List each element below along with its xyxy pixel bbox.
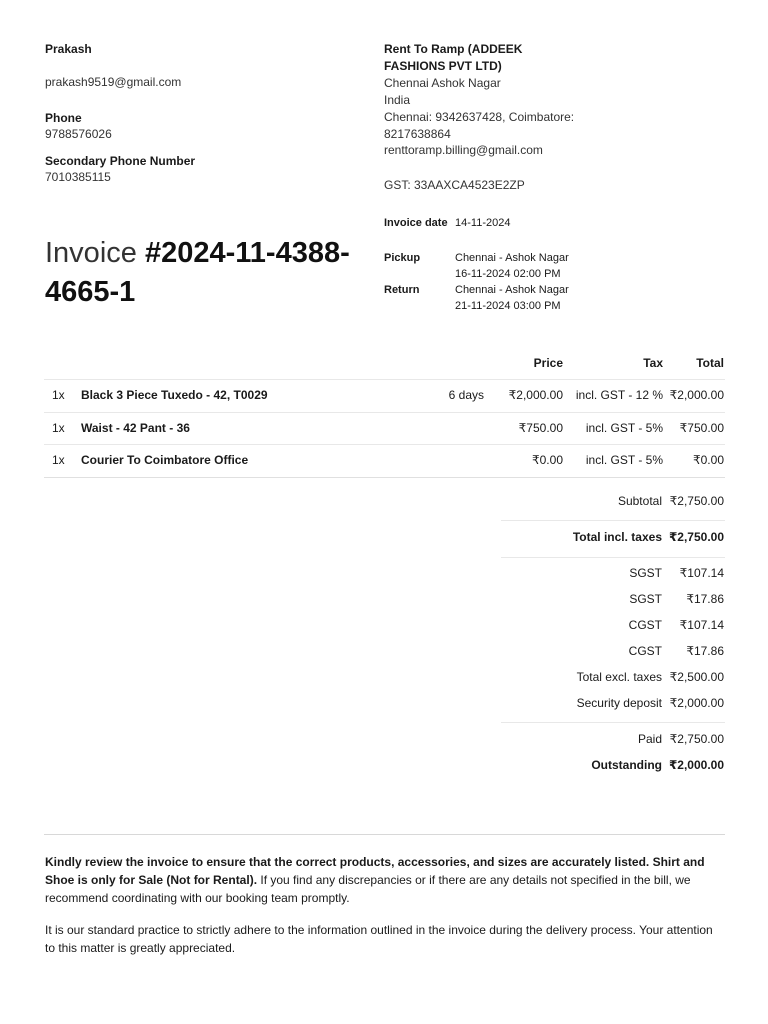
invoice-number-part2: 4665-1: [45, 276, 136, 308]
cgst-value: ₹107.14: [679, 618, 724, 632]
cgst-label: CGST: [628, 618, 662, 632]
table-row: [44, 444, 725, 477]
sgst-label: SGST: [629, 592, 662, 606]
subtotal-row: [424, 494, 724, 512]
sgst-row: [424, 592, 724, 610]
total-incl-value: ₹2,750.00: [668, 530, 724, 544]
paid-label: Paid: [637, 732, 662, 746]
security-deposit-row: [424, 696, 724, 714]
total-header: Total: [696, 356, 724, 370]
phone-label: Phone: [45, 111, 82, 125]
table-bottom-divider: [44, 477, 725, 478]
item-name: Black 3 Piece Tuxedo - 42, T0029: [81, 388, 268, 402]
total-incl-row: [424, 530, 724, 548]
sgst-value: ₹17.86: [686, 592, 724, 606]
invoice-number-part1: #2024-11-4388-: [144, 237, 350, 269]
pickup-time: 16-11-2024 02:00 PM: [455, 268, 561, 280]
customer-email: prakash9519@gmail.com: [45, 75, 182, 89]
item-name: Courier To Coimbatore Office: [81, 453, 249, 467]
sgst-value: ₹107.14: [679, 566, 724, 580]
customer-name: Prakash: [45, 42, 92, 56]
tax-header: Tax: [643, 356, 663, 370]
total-excl-value: ₹2,500.00: [669, 670, 724, 684]
subtotal-label: Subtotal: [617, 494, 662, 508]
item-price: ₹0.00: [532, 453, 563, 467]
item-qty: 1x: [52, 421, 65, 435]
secondary-phone-value: 7010385115: [45, 170, 111, 184]
item-total: ₹750.00: [679, 421, 724, 435]
company-gst: GST: 33AAXCA4523E2ZP: [384, 178, 525, 192]
security-deposit-label: Security deposit: [576, 696, 662, 710]
price-header: Price: [533, 356, 563, 370]
invoice-title: [45, 234, 375, 312]
invoice-date-value: 14-11-2024: [455, 217, 511, 229]
delivery-note: It is our standard practice to strictly adhere to the information outlined in the invoice during the delivery process. Your attention to this matter is greatly appreciated.: [45, 923, 713, 955]
pickup-row: [384, 250, 569, 282]
pickup-location: Chennai - Ashok Nagar: [455, 252, 569, 264]
invoice-date-label: Invoice date: [384, 217, 448, 229]
item-price: ₹2,000.00: [508, 388, 563, 402]
company-name-line2: FASHIONS PVT LTD): [384, 59, 502, 73]
return-time: 21-11-2024 03:00 PM: [455, 300, 561, 312]
table-row: [44, 412, 725, 445]
company-country: India: [384, 93, 411, 107]
security-deposit-value: ₹2,000.00: [669, 696, 724, 710]
pickup-label: Pickup: [384, 252, 421, 264]
invoice-date-row: [384, 215, 510, 231]
totals-divider: [501, 557, 725, 558]
review-note-bold: Kindly review the invoice to ensure that the correct products, accessories, and sizes are accurately listed. Shirt and Shoe is only for Sale (Not for Rental).: [45, 855, 705, 887]
cgst-row: [424, 644, 724, 662]
table-row: [44, 379, 725, 412]
totals-divider: [501, 520, 725, 521]
sgst-row: [424, 566, 724, 584]
paid-row: [424, 732, 724, 750]
company-address: Chennai Ashok Nagar: [384, 76, 501, 90]
item-days: 6 days: [448, 388, 484, 402]
item-total: ₹0.00: [693, 453, 724, 467]
cgst-value: ₹17.86: [686, 644, 724, 658]
cgst-label: CGST: [628, 644, 662, 658]
totals-divider: [501, 722, 725, 723]
company-contact-line2: 8217638864: [384, 127, 451, 141]
return-row: [384, 282, 569, 314]
subtotal-value: ₹2,750.00: [669, 494, 724, 508]
paid-value: ₹2,750.00: [669, 732, 724, 746]
sgst-label: SGST: [629, 566, 662, 580]
secondary-phone-label: Secondary Phone Number: [45, 154, 196, 168]
company-email: renttoramp.billing@gmail.com: [384, 143, 543, 157]
total-incl-label: Total incl. taxes: [572, 530, 662, 544]
outstanding-value: ₹2,000.00: [668, 758, 724, 772]
outstanding-label: Outstanding: [591, 758, 662, 772]
item-name: Waist - 42 Pant - 36: [81, 421, 190, 435]
item-total: ₹2,000.00: [669, 388, 724, 402]
item-tax: incl. GST - 12 %: [575, 388, 663, 402]
item-qty: 1x: [52, 453, 65, 467]
return-location: Chennai - Ashok Nagar: [455, 284, 569, 296]
outstanding-row: [424, 758, 724, 776]
item-tax: incl. GST - 5%: [585, 453, 663, 467]
cgst-row: [424, 618, 724, 636]
review-note: [45, 853, 725, 907]
invoice-label: Invoice: [45, 237, 137, 269]
item-qty: 1x: [52, 388, 65, 402]
review-note-rest: If you find any discrepancies or if there are any details not specified in the bill, we recommend coordinating with our booking team promptly.: [45, 873, 691, 905]
return-label: Return: [384, 284, 420, 296]
company-contact-line1: Chennai: 9342637428, Coimbatore:: [384, 110, 575, 124]
company-name-line1: Rent To Ramp (ADDEEK: [384, 42, 523, 56]
item-price: ₹750.00: [518, 421, 563, 435]
item-tax: incl. GST - 5%: [585, 421, 663, 435]
phone-value: 9788576026: [45, 127, 112, 141]
total-excl-row: [424, 670, 724, 688]
total-excl-label: Total excl. taxes: [576, 670, 662, 684]
footer-divider: [44, 834, 725, 835]
